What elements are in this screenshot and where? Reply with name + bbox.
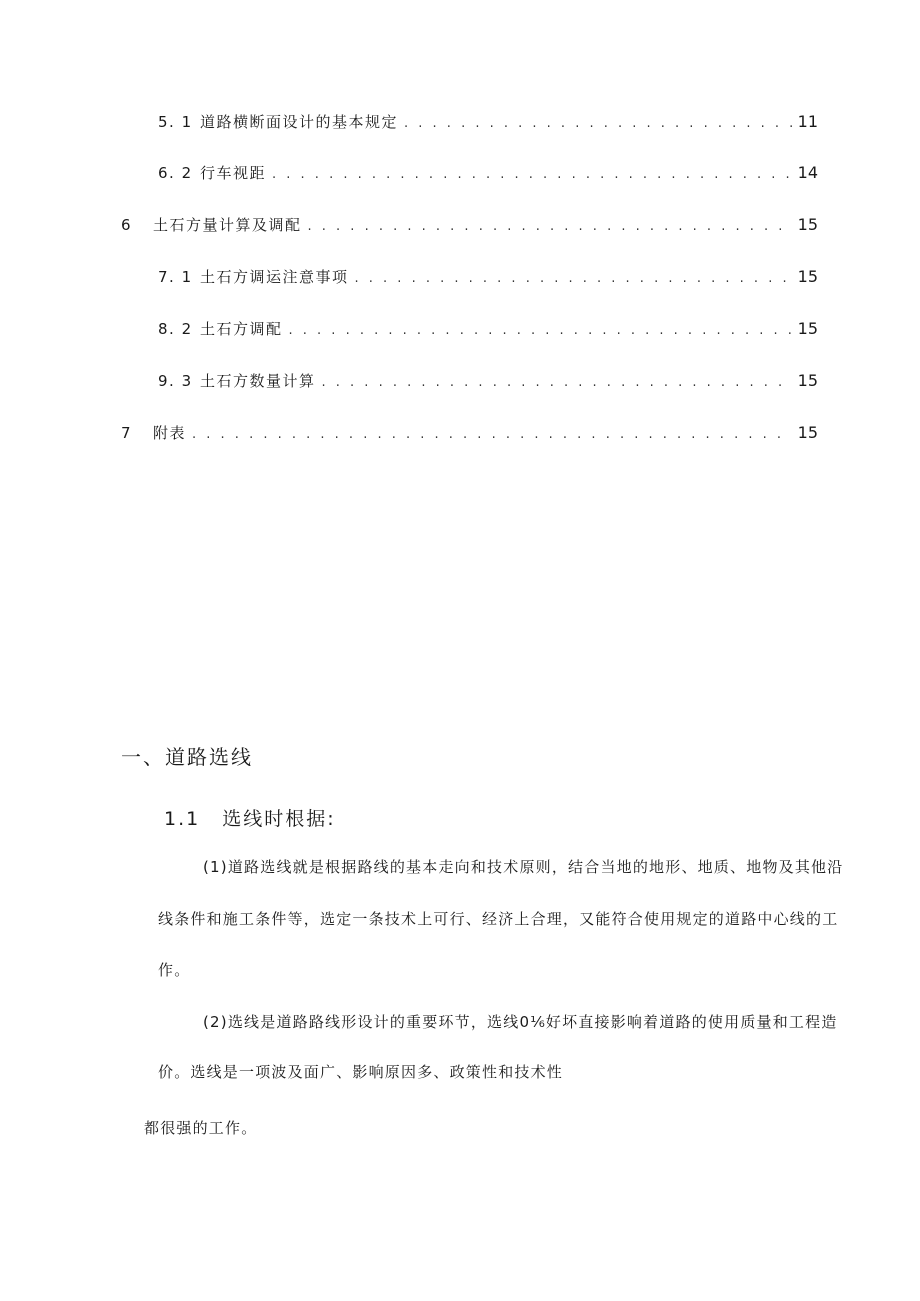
toc-entry[interactable]: [158, 162, 818, 183]
toc-entry-number: 5. 1: [158, 113, 193, 131]
toc-entry-number: 7: [121, 424, 133, 442]
toc-entry-page: 11: [797, 112, 818, 131]
toc-entry-title: 行车视距: [200, 164, 267, 182]
toc-entry[interactable]: [121, 214, 818, 235]
toc-entry-number: 6. 2: [158, 164, 193, 182]
toc-entry[interactable]: [121, 422, 818, 443]
toc-entry-title: 道路横断面设计的基本规定: [200, 113, 399, 131]
toc-leader-dots: [355, 271, 792, 286]
toc-entry-page: 15: [797, 267, 818, 286]
toc-leader-dots: [289, 323, 792, 338]
toc-entry-title: 土石方调运注意事项: [200, 268, 349, 286]
toc-entry[interactable]: [158, 318, 818, 339]
paragraph-2-line: 都很强的工作。: [144, 1119, 258, 1137]
paragraph-2-line: 价。选线是一项波及面广、影响原因多、政策性和技术性: [158, 1063, 564, 1081]
subsection-heading: [164, 804, 336, 831]
toc-entry-title: 附表: [153, 424, 187, 442]
toc-entry-page: 15: [797, 319, 818, 338]
toc-entry[interactable]: [158, 266, 818, 287]
toc-entry-number: 8. 2: [158, 320, 193, 338]
toc-entry-title: 土石方数量计算: [200, 372, 316, 390]
toc-entry-title: 土石方调配: [200, 320, 283, 338]
toc-entry-page: 15: [797, 215, 818, 234]
toc-leader-dots: [308, 219, 792, 234]
subsection-title: 选线时根据:: [222, 808, 336, 830]
toc-entry[interactable]: [158, 111, 818, 132]
toc-entry[interactable]: [158, 370, 818, 391]
toc-entry-page: 15: [797, 371, 818, 390]
toc-entry-number: 7. 1: [158, 268, 193, 286]
paragraph-1-line: (1)道路选线就是根据路线的基本走向和技术原则，结合当地的地形、地质、地物及其他沿: [203, 858, 844, 876]
toc-entry-page: 14: [797, 163, 818, 182]
paragraph-2-line: (2)选线是道路路线形设计的重要环节，选线0⅙好坏直接影响着道路的使用质量和工程造: [203, 1013, 838, 1031]
paragraph-1-line: 线条件和施工条件等，选定一条技术上可行、经济上合理，又能符合使用规定的道路中心线的工: [158, 910, 839, 928]
toc-entry-number: 6: [121, 216, 133, 234]
subsection-number: 1.1: [164, 808, 201, 830]
toc-leader-dots: [272, 167, 792, 182]
paragraph-1-line: 作。: [158, 961, 191, 979]
toc-leader-dots: [404, 116, 792, 131]
toc-entry-number: 9. 3: [158, 372, 193, 390]
toc-leader-dots: [192, 427, 792, 442]
toc-leader-dots: [322, 375, 792, 390]
toc-entry-title: 土石方量计算及调配: [153, 216, 302, 234]
section-heading: 一、道路选线: [121, 745, 253, 769]
toc-entry-page: 15: [797, 423, 818, 442]
